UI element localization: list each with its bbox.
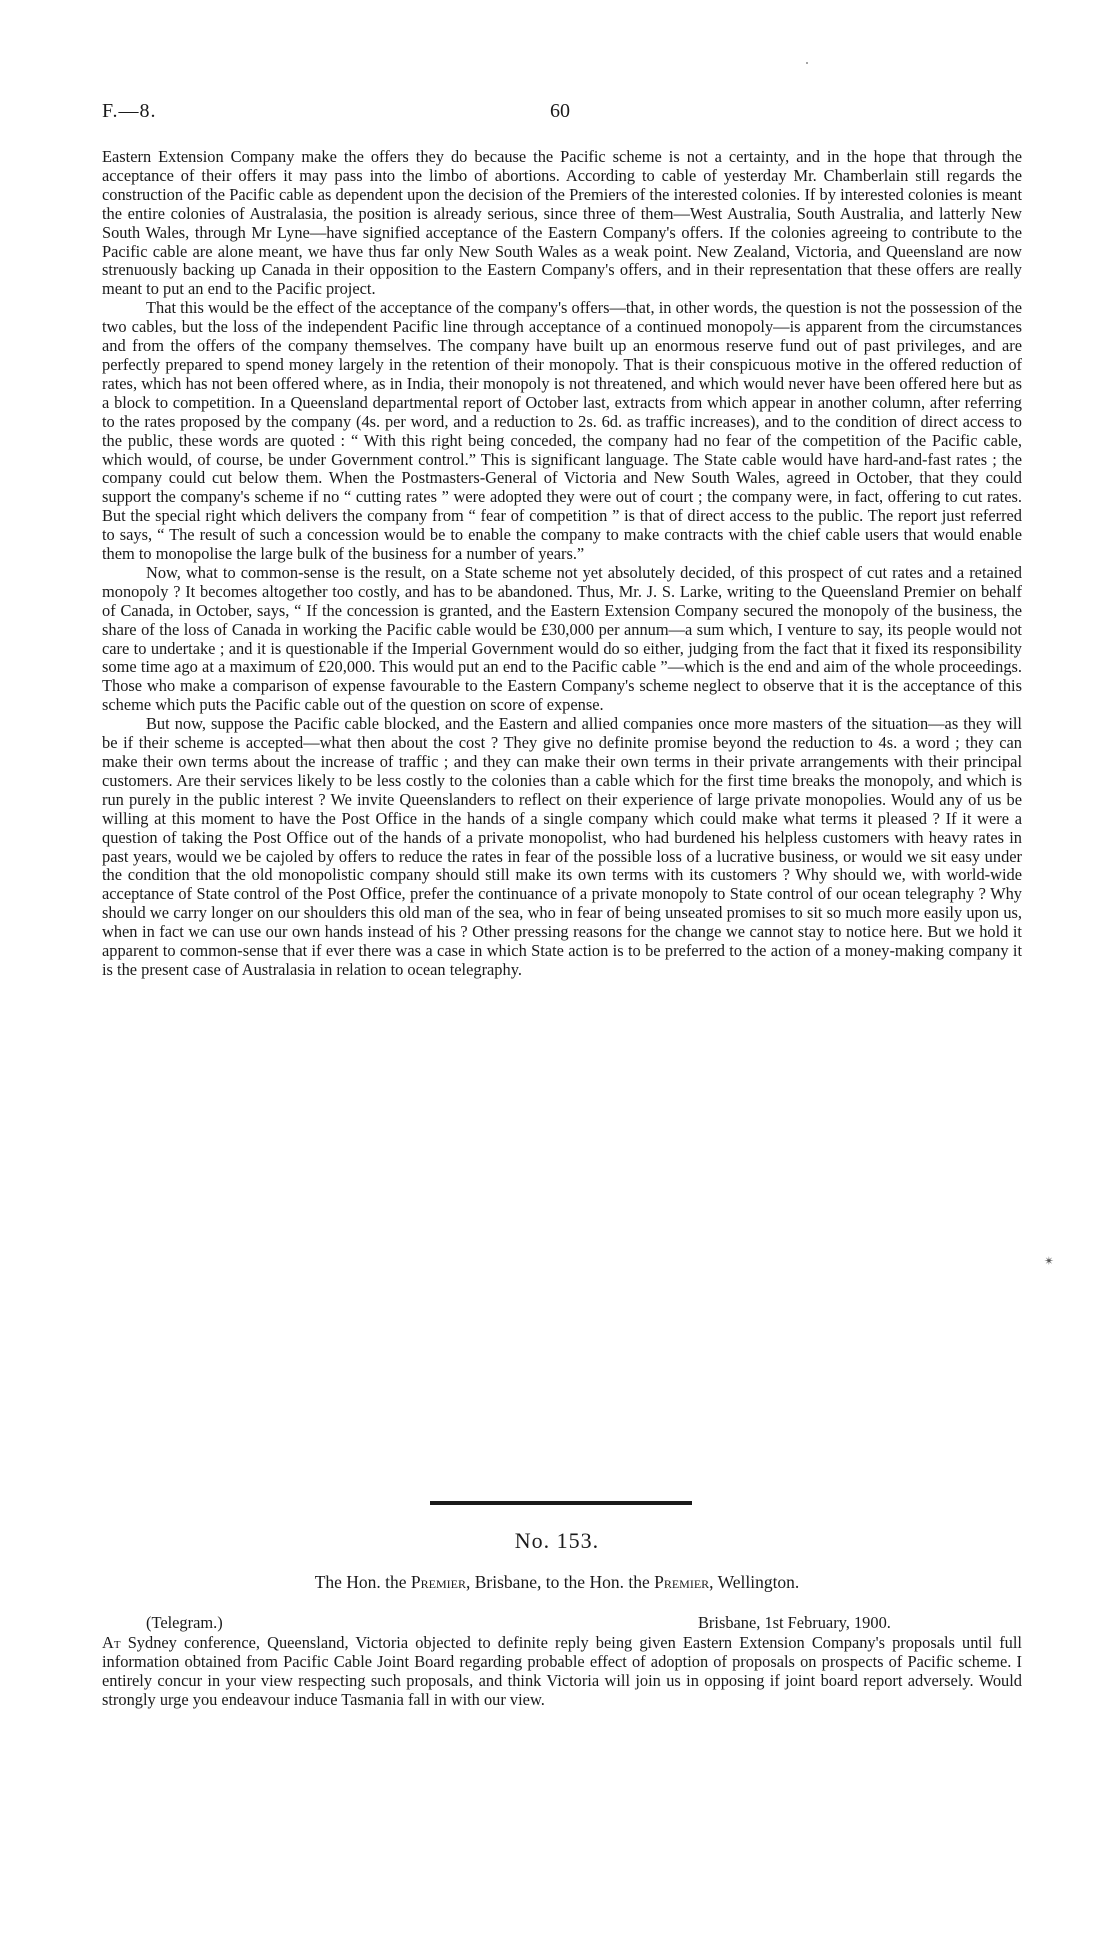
telegram-label: (Telegram.) <box>146 1613 223 1632</box>
page-number: 60 <box>550 100 570 122</box>
telegram-lead-word: At <box>102 1633 121 1652</box>
section-divider <box>430 1501 692 1505</box>
telegram-text: Sydney conference, Queensland, Victoria objected to definite reply being given Eastern Extension Company's proposals until full information obtained from Pacific Cable Joint Board regarding probable effect of adoption of proposals on prospects of Pacific scheme. I entirely concur in your view respecting such proposals, and think Victoria will join us in opposing if joint board report adversely. Would strongly urge you endeavour induce Tasmania fall in with our view. <box>102 1633 1022 1709</box>
article-body <box>102 148 1022 980</box>
margin-mark: ✴ <box>1044 1254 1055 1268</box>
document-title <box>0 1572 1114 1593</box>
paper-speck <box>806 62 808 64</box>
title-prefix: The Hon. the <box>314 1572 407 1592</box>
title-from-place: , Brisbane, to the Hon. the <box>466 1572 650 1592</box>
title-from-role: Premier <box>410 1572 466 1592</box>
paragraph: Eastern Extension Company make the offers they do because the Pacific scheme is not a certainty, and in the hope that through the acceptance of their offers it may pass into the limbo of abortions. According to cable of yesterday Mr. Chamberlain still regards the construction of the Pacific cable as dependent upon the decision of the Premiers of the interested colonies. If by interested colonies is meant the entire colonies of Australasia, the position is already serious, since three of them—West Australia, South Australia, and latterly New South Wales, through Mr Lyne—have signified acceptance of the Eastern Company's offers. If the colonies agreeing to contribute to the Pacific cable are alone meant, we have thus far only New South Wales as a weak point. New Zealand, Victoria, and Queensland are now strenuously backing up Canada in their opposition to the Eastern Company's offers, and in their representation that these offers are really meant to put an end to the Pacific project. <box>102 147 1022 299</box>
page-header <box>102 100 1022 130</box>
paragraph: That this would be the effect of the acceptance of the company's offers—that, in other words, the question is not the possession of the two cables, but the loss of the independent Pacific line through acceptance of a continued monopoly—is apparent from the circumstances and from the offers of the company themselves. The company have built up an enormous reserve fund out of past privileges, and are perfectly prepared to spend money largely in the retention of their monopoly. That is their conspicuous motive in the offered reduction of rates, which has not been offered where, as in India, their monopoly is not threatened, and which would never have been offered here but as a block to competition. In a Queensland departmental report of October last, extracts from which appear in another column, after referring to the rates proposed by the company (4s. per word, and a reduction to 2s. 6d. as traffic increases), and to the condition of direct access to the public, these words are quoted : “ With this right being conceded, the company had no fear of the competition of the Pacific cable, which would, of course, be under Government control.” This is significant language. The State cable would have hard-and-fast rates ; the company could cut below them. When the Postmasters-General of Victoria and New South Wales, agreed in October, that they could support the company's scheme if no “ cutting rates ” were adopted they were out of court ; the company were, in fact, offering to cut rates. But the special right which delivers the company from “ fear of competition ” is that of direct access to the public. The report just referred to says, “ The result of such a concession would be to enable the company to make contracts with the chief cable users that would enable them to monopolise the large bulk of the business for a number of years.” <box>102 298 1022 564</box>
title-to-role: Premier <box>654 1572 710 1592</box>
dateline: Brisbane, 1st February, 1900. <box>698 1613 891 1632</box>
telegram-body <box>102 1634 1022 1710</box>
document-reference: F.—8. <box>102 100 157 122</box>
paragraph: Now, what to common-sense is the result, on a State scheme not yet absolutely decided, of this prospect of cut rates and a retained monopoly ? It becomes altogether too costly, and has to be abandoned. Thus, Mr. J. S. Larke, writing to the Queensland Premier on behalf of Canada, in October, says, “ If the concession is granted, and the Eastern Extension Company secured the monopoly of the business, the share of the loss of Canada in working the Pacific cable would be £30,000 per annum—a sum which, I venture to say, its people would not care to undertake ; and it is questionable if the Imperial Government would do so either, judging from the fact that it fixed its responsibility some time ago at a maximum of £20,000. This would put an end to the Pacific cable ”—which is the end and aim of the whole proceedings. Those who make a comparison of expense favourable to the Eastern Company's scheme neglect to observe that it is the acceptance of this scheme which puts the Pacific cable out of the question on score of expense. <box>102 562 1022 715</box>
title-to-place: , Wellington. <box>709 1572 800 1592</box>
telegram-meta <box>102 1613 1022 1635</box>
document-number: No. 153. <box>514 1528 600 1553</box>
paragraph: But now, suppose the Pacific cable blocked, and the Eastern and allied companies once more masters of the situation—as they will be if their scheme is accepted—what then about the cost ? They give no definite promise beyond the reduction to 4s. a word ; they can make their own terms about the increase of traffic ; and they can make their own terms in their private arrangements with their principal customers. Are their services likely to be less costly to the colonies than a cable which for the first time breaks the monopoly, and which is run purely in the public interest ? We invite Queenslanders to reflect on their experience of large private monopolies. Would any of us be willing at this moment to have the Post Office in the hands of a single company which could make what terms it pleased ? If it were a question of taking the Post Office out of the hands of a private monopolist, who had burdened his helpless customers with heavy rates in past years, would we be cajoled by offers to reduce the rates in fear of the possible loss of a lucrative business, or would we sit easy under the condition that the old monopolistic company should still make its own terms with its customers ? Why should we, with world-wide acceptance of State control of the Post Office, prefer the continuance of a private monopoly to State control of our ocean telegraphy ? Why should we carry longer on our shoulders this old man of the sea, who in fear of being unseated promises to sit so much more easily upon us, when in fact we can use our own hands instead of his ? Other pressing reasons for the change we cannot stay to notice here. But we hold it apparent to common-sense that if ever there was a case in which State action is to be preferred to the action of a money-making company it is the present case of Australasia in relation to ocean telegraphy. <box>102 714 1022 979</box>
